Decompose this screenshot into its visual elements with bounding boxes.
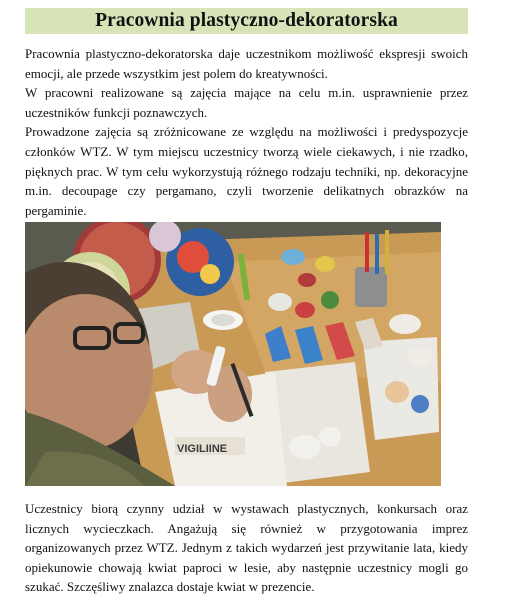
newspaper-text: VIGILIINE (177, 443, 228, 455)
intro-paragraph: W pracowni realizowane są zajęcia mające na celu m.in. usprawnienie przez uczestników funkcji poznawczych. (25, 85, 468, 120)
intro-paragraph: Pracownia plastyczno-dekoratorska daje uczestnikom możliwość ekspresji swoich emocji, ale przede wszystkim jest polem do kreatywności. (25, 46, 468, 81)
intro-section (25, 44, 468, 220)
page-title: Pracownia plastyczno-dekoratorska (95, 10, 398, 31)
workshop-photo (25, 222, 441, 486)
outro-section (25, 499, 468, 597)
intro-paragraph: Prowadzone zajęcia są zróżnicowane ze względu na możliwości i predyspozycje członków WTZ. W tym miejscu uczestnicy tworzą wiele ciekawych, i nie rzadko, pięknych prac. W tym celu wykorzystują różnego rodzaju techniki, np. dekoracyjne m.in. decoupage czy pergamano, czyli tworzenie delikatnych obrazków na pergaminie. (25, 124, 468, 218)
outro-paragraph: Uczestnicy biorą czynny udział w wystawach plastycznych, konkursach oraz licznych wycieczkach. Angażują się również w przygotowania imprez organizowanych przez WTZ. Jednym z takich wydarzeń jest przywitanie lata, kiedy opiekunowie chowają kwiat paproci w lesie, aby następnie uczestnicy mogli go szukać. Szczęśliwy znalazca dostaje kwiat w prezencie. (25, 501, 468, 595)
title-banner (25, 8, 468, 34)
